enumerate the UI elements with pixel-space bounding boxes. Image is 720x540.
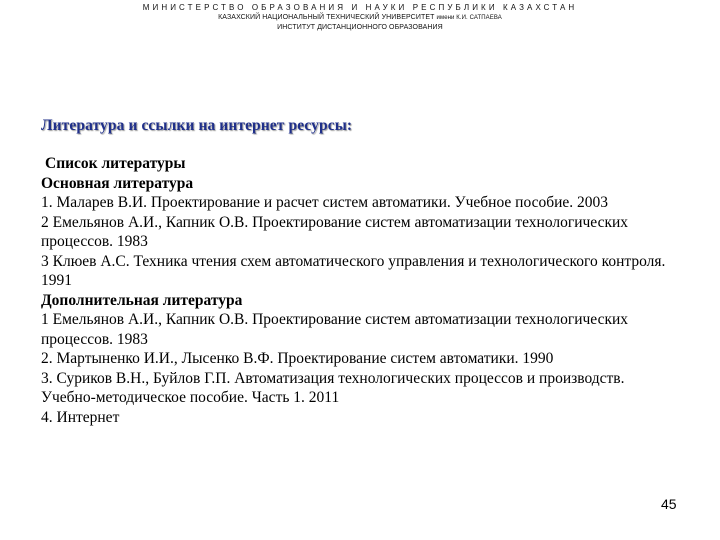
main-item-line: 2 Емельянов А.И., Капник О.В. Проектирование систем автоматизации технологических: [41, 213, 629, 231]
page-number: 45: [661, 496, 677, 512]
additional-item-line: 1 Емельянов А.И., Капник О.В. Проектирование систем автоматизации технологических: [41, 311, 629, 328]
section-title: Литература и ссылки на интернет ресурсы:: [41, 117, 353, 134]
university-suffix: имени К.И. САТПАЕВА: [436, 15, 502, 21]
main-item-line: 1991: [41, 272, 72, 289]
additional-item-line: Учебно-методическое пособие. Часть 1. 2011: [41, 389, 340, 406]
list-heading: Список литературы: [45, 155, 186, 172]
university-name: КАЗАХСКИЙ НАЦИОНАЛЬНЫЙ ТЕХНИЧЕСКИЙ УНИВЕРСИТЕТ: [218, 14, 435, 21]
additional-item-line: 4. Интернет: [41, 408, 120, 426]
main-item-line: 1. Маларев В.И. Проектирование и расчет систем автоматики. Учебное пособие. 2003: [41, 194, 609, 211]
main-item-line: процессов. 1983: [41, 233, 148, 250]
university-title: [0, 13, 720, 23]
ministry-title: МИНИСТЕРСТВО ОБРАЗОВАНИЯ И НАУКИ РЕСПУБЛИКИ КАЗАХСТАН: [142, 3, 578, 12]
additional-item-line: 2. Мартыненко И.И., Лысенко В.Ф. Проектирование систем автоматики. 1990: [41, 350, 554, 367]
bibliography: [41, 154, 701, 427]
institute-title: ИНСТИТУТ ДИСТАНЦИОННОГО ОБРАЗОВАНИЯ: [277, 24, 443, 31]
additional-literature-heading: Дополнительная литература: [41, 291, 243, 309]
slide-header: [0, 2, 720, 33]
main-item-line: 3 Клюев А.С. Техника чтения схем автоматического управления и технологического контроля.: [41, 252, 666, 270]
additional-item-line: процессов. 1983: [41, 330, 148, 348]
main-literature-heading: Основная литература: [41, 174, 194, 192]
additional-item-line: 3. Суриков В.Н., Буйлов Г.П. Автоматизация технологических процессов и производств.: [41, 369, 625, 387]
